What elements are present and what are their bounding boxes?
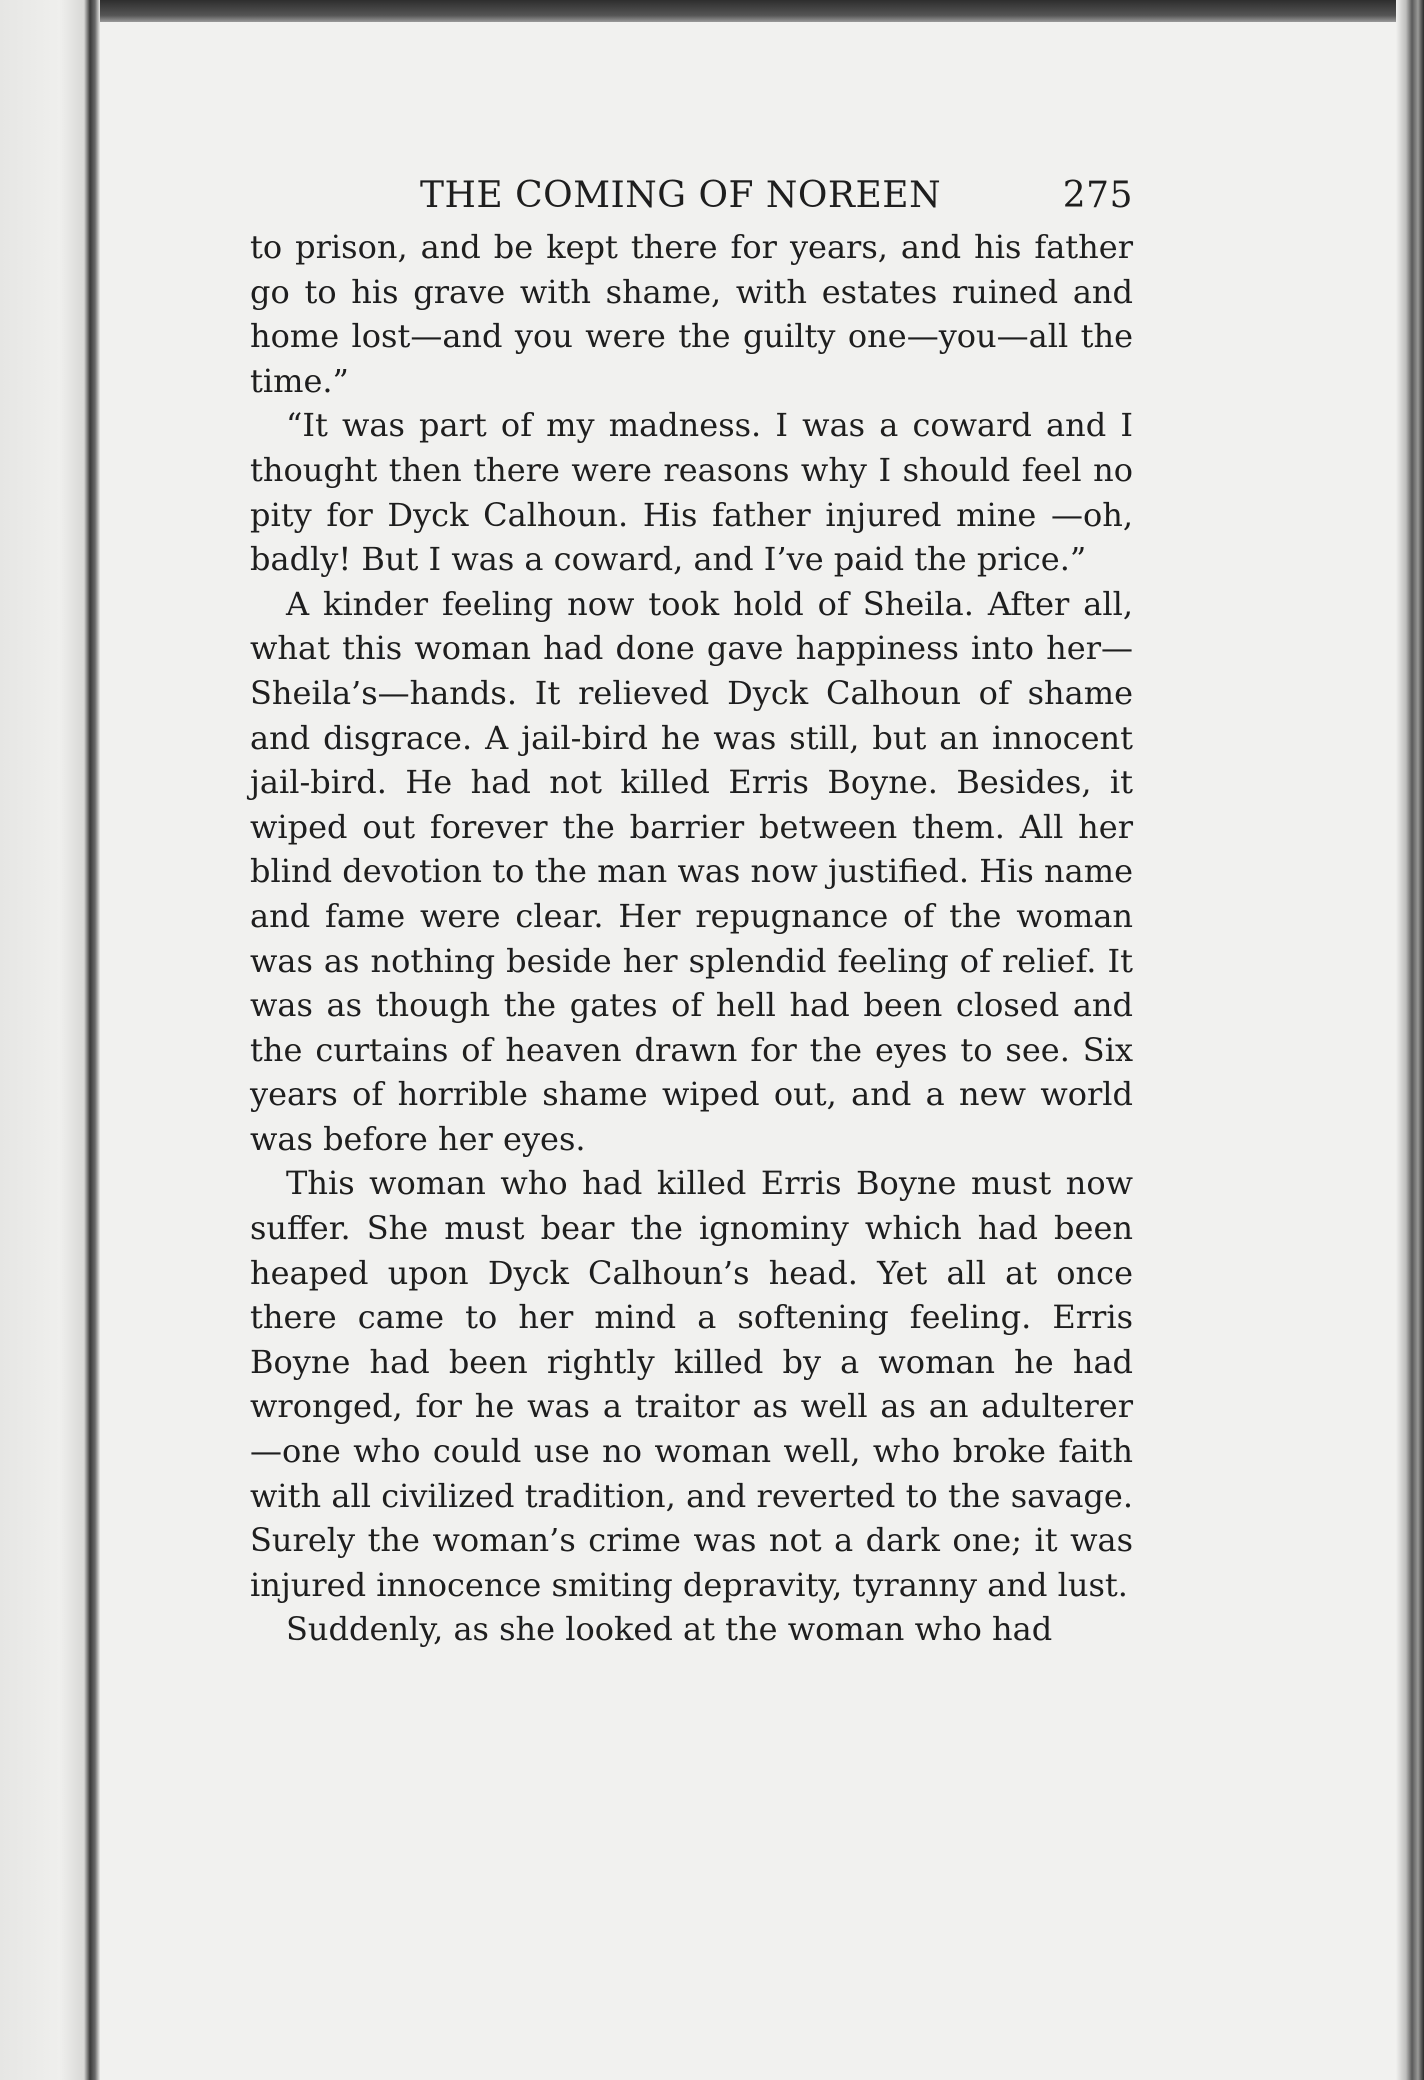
scanner-top-border (0, 0, 1424, 22)
paragraph-5: Suddenly, as she looked at the woman who had (286, 1610, 1053, 1649)
body-text (250, 225, 1133, 1652)
paragraph-4: This woman who had killed Erris Boyne must now suffer. She must bear the ignominy which had been heaped upon Dyck Calhoun’s head. Yet all at once there came to her mind a softening feeling. Erris Boyne had been rightly killed by a woman he had wronged, for he was a traitor as well as an adulterer —one who could use no woman well, who broke faith with all civilized tradition, and reverted to the savage. Surely the woman’s crime was not a dark one; it was injured innocence smiting depravity, tyranny and lust. (250, 1164, 1133, 1604)
paragraph-1: to prison, and be kept there for years, and his father go to his grave with shame, with estates ruined and home lost—and you were the guilty one—you—all the time.” (250, 228, 1133, 400)
book-page (250, 175, 1133, 1652)
paragraph-2: “It was part of my madness. I was a coward and I thought then there were reasons why I should feel no pity for Dyck Calhoun. His father injured mine —oh, badly! But I was a coward, and I’ve paid the price.” (250, 406, 1133, 579)
page-number: 275 (1062, 175, 1133, 216)
book-gutter-left (0, 0, 100, 2080)
running-title: THE COMING OF NOREEN (420, 175, 942, 216)
running-head (250, 175, 1133, 225)
paragraph-3: A kinder feeling now took hold of Sheila. After all, what this woman had done gave happiness into her—Sheila’s—hands. It relieved Dyck Calhoun of shame and disgrace. A jail-bird he was still, but an innocent jail-bird. He had not killed Erris Boyne. Besides, it wiped out forever the barrier between them. All her blind devotion to the man was now justified. His name and fame were clear. Her repugnance of the woman was as nothing beside her splendid feeling of relief. It was as though the gates of hell had been closed and the curtains of heaven drawn for the eyes to see. Six years of horrible shame wiped out, and a new world was before her eyes. (250, 584, 1133, 1158)
page-edge-right (1396, 0, 1424, 2080)
